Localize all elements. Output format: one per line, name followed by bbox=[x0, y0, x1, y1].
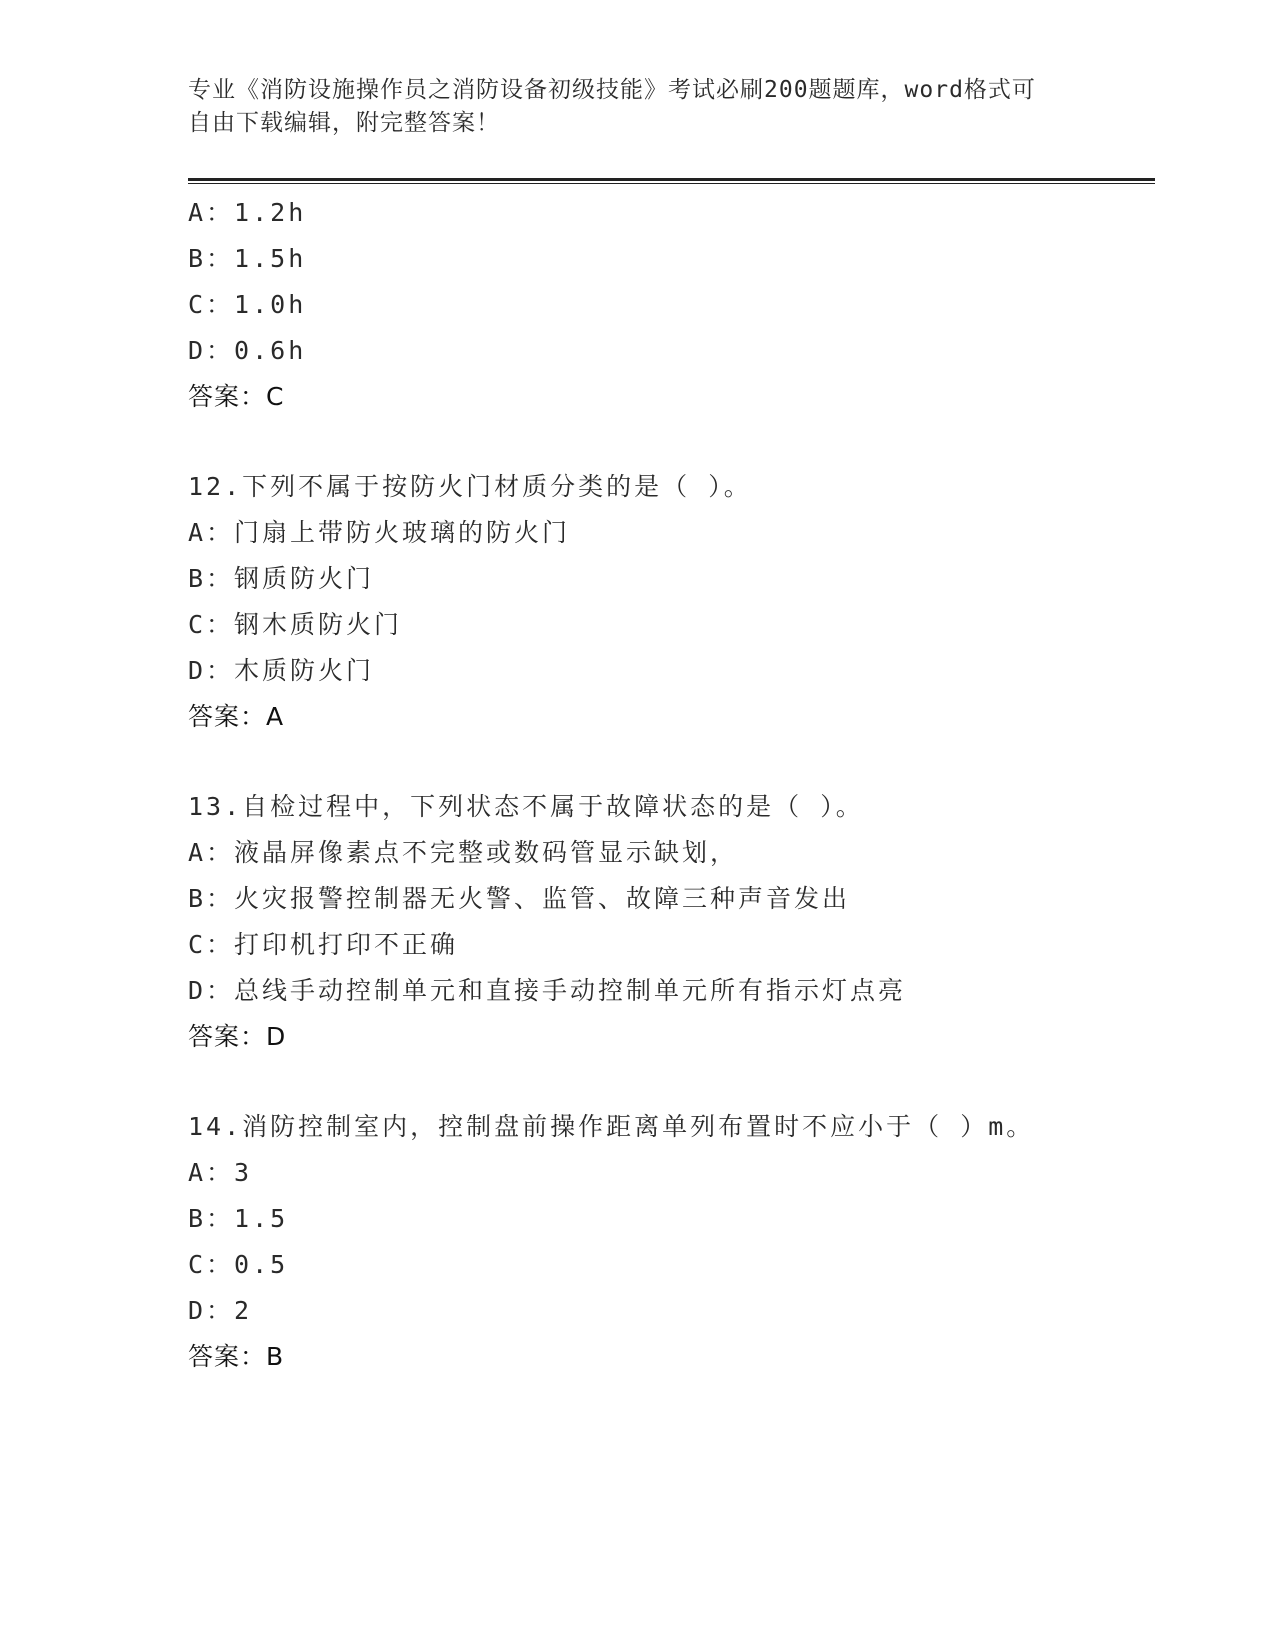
answer: 答案：A bbox=[188, 702, 285, 731]
option-b: B：火灾报警控制器无火警、监管、故障三种声音发出 bbox=[188, 884, 851, 913]
option-a: A：液晶屏像素点不完整或数码管显示缺划， bbox=[188, 838, 739, 867]
question-stem: 12.下列不属于按防火门材质分类的是（ ）。 bbox=[188, 472, 752, 501]
option-c: C：打印机打印不正确 bbox=[188, 930, 459, 959]
answer: 答案：B bbox=[188, 1342, 285, 1371]
option-d: D：2 bbox=[188, 1296, 253, 1325]
option-d: D：木质防火门 bbox=[188, 656, 375, 685]
document-header bbox=[188, 74, 1088, 140]
question-13 bbox=[188, 784, 1148, 1060]
answer: 答案：C bbox=[188, 382, 285, 411]
option-a: A：门扇上带防火玻璃的防火门 bbox=[188, 518, 571, 547]
header-divider-thin bbox=[188, 183, 1155, 184]
question-14 bbox=[188, 1104, 1148, 1380]
question-list bbox=[188, 190, 1148, 1380]
answer: 答案：D bbox=[188, 1022, 287, 1051]
option-c: C：钢木质防火门 bbox=[188, 610, 403, 639]
question-12 bbox=[188, 464, 1148, 740]
option-d: D：总线手动控制单元和直接手动控制单元所有指示灯点亮 bbox=[188, 976, 907, 1005]
question-11 bbox=[188, 190, 1148, 420]
header-line-1: 专业《消防设施操作员之消防设备初级技能》考试必刷200题题库，word格式可 bbox=[188, 77, 1036, 103]
option-b: B：钢质防火门 bbox=[188, 564, 375, 593]
header-line-2: 自由下载编辑，附完整答案！ bbox=[188, 110, 500, 136]
option-b: B：1.5 bbox=[188, 1204, 289, 1233]
header-divider-thick bbox=[188, 178, 1155, 181]
option-d: D：0.6h bbox=[188, 336, 307, 365]
option-c: C：1.0h bbox=[188, 290, 307, 319]
option-c: C：0.5 bbox=[188, 1250, 289, 1279]
option-b: B：1.5h bbox=[188, 244, 307, 273]
question-stem: 14.消防控制室内，控制盘前操作距离单列布置时不应小于（ ）m。 bbox=[188, 1112, 1035, 1141]
option-a: A：3 bbox=[188, 1158, 253, 1187]
option-a: A：1.2h bbox=[188, 198, 307, 227]
question-stem: 13.自检过程中，下列状态不属于故障状态的是（ ）。 bbox=[188, 792, 864, 821]
